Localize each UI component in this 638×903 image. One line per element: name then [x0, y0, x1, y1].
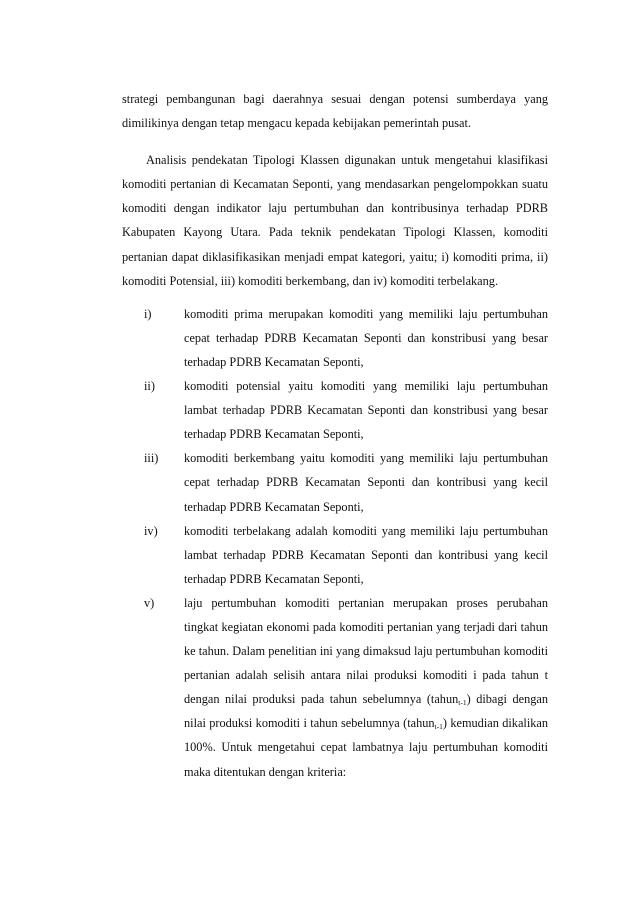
list-item-text: komoditi terbelakang adalah komoditi yang memiliki laju pertumbuhan lambat terhadap PDRB Kecamatan Seponti dan kontribusi yang kecil terhadap PDRB Kecamatan Seponti, — [184, 523, 548, 586]
paragraph-2: Analisis pendekatan Tipologi Klassen digunakan untuk mengetahui klasifikasi komoditi pertanian di Kecamatan Seponti, yang mendasarkan pengelompokkan suatu komoditi dengan indikator laju pertumbuhan dan kontribusinya terhadap PDRB Kabupaten Kayong Utara. Pada teknik pendekatan Tipologi Klassen, komoditi pertanian dapat diklasifikasikan menjadi empat kategori, yaitu; i) komoditi prima, ii) komoditi Potensial, iii) komoditi berkembang, dan iv) komoditi terbelakang. — [122, 153, 548, 288]
criteria-list — [122, 302, 548, 784]
subscript-t-minus-1: t-1 — [434, 722, 443, 732]
item-v-text-a: laju pertumbuhan komoditi pertanian merupakan proses perubahan tingkat kegiatan ekonomi pada komoditi pertanian yang terjadi dari tahun ke tahun. Dalam penelitian ini yang dimaksud laju pertumbuhan komoditi pertanian adalah selisih antara nilai produksi komoditi i pada tahun t dengan nilai produksi pada tahun sebelumnya (tahun — [184, 595, 548, 707]
item-v-text-b: ) dibagi dengan nilai produksi komoditi i tahun sebelumnya (tahun — [184, 692, 548, 731]
subscript-t-minus-1: t-1 — [458, 698, 467, 708]
list-item — [122, 519, 548, 591]
list-item-text: komoditi potensial yaitu komoditi yang memiliki laju pertumbuhan lambat terhadap PDRB Kecamatan Seponti dan konstribusi yang besar terhadap PDRB Kecamatan Seponti, — [184, 379, 548, 442]
list-item — [122, 446, 548, 518]
list-item-text — [184, 591, 548, 784]
list-item-number: iv) — [144, 523, 158, 538]
list-item-number: ii) — [144, 379, 155, 394]
item-v-text-c: ) kemudian dikalikan 100%. Untuk mengetahui cepat lambatnya laju pertumbuhan komoditi maka ditentukan dengan kriteria: — [184, 716, 548, 779]
paragraph-1: strategi pembangunan bagi daerahnya sesuai dengan potensi sumberdaya yang dimilikinya dengan tetap mengacu kepada kebijakan pemerintah pusat. — [122, 92, 548, 131]
list-item-text: komoditi prima merupakan komoditi yang memiliki laju pertumbuhan cepat terhadap PDRB Kecamatan Seponti dan konstribusi yang besar terhadap PDRB Kecamatan Seponti, — [184, 306, 548, 369]
list-item-text: komoditi berkembang yaitu komoditi yang memiliki laju pertumbuhan cepat terhadap PDRB Kecamatan Seponti dan kontribusi yang kecil terhadap PDRB Kecamatan Seponti, — [184, 451, 548, 514]
list-item — [122, 374, 548, 446]
list-item-number: v) — [144, 595, 155, 610]
document-page — [122, 87, 548, 784]
list-item — [122, 591, 548, 784]
list-item-number: iii) — [144, 451, 159, 466]
list-item — [122, 302, 548, 374]
list-item-number: i) — [144, 306, 152, 321]
